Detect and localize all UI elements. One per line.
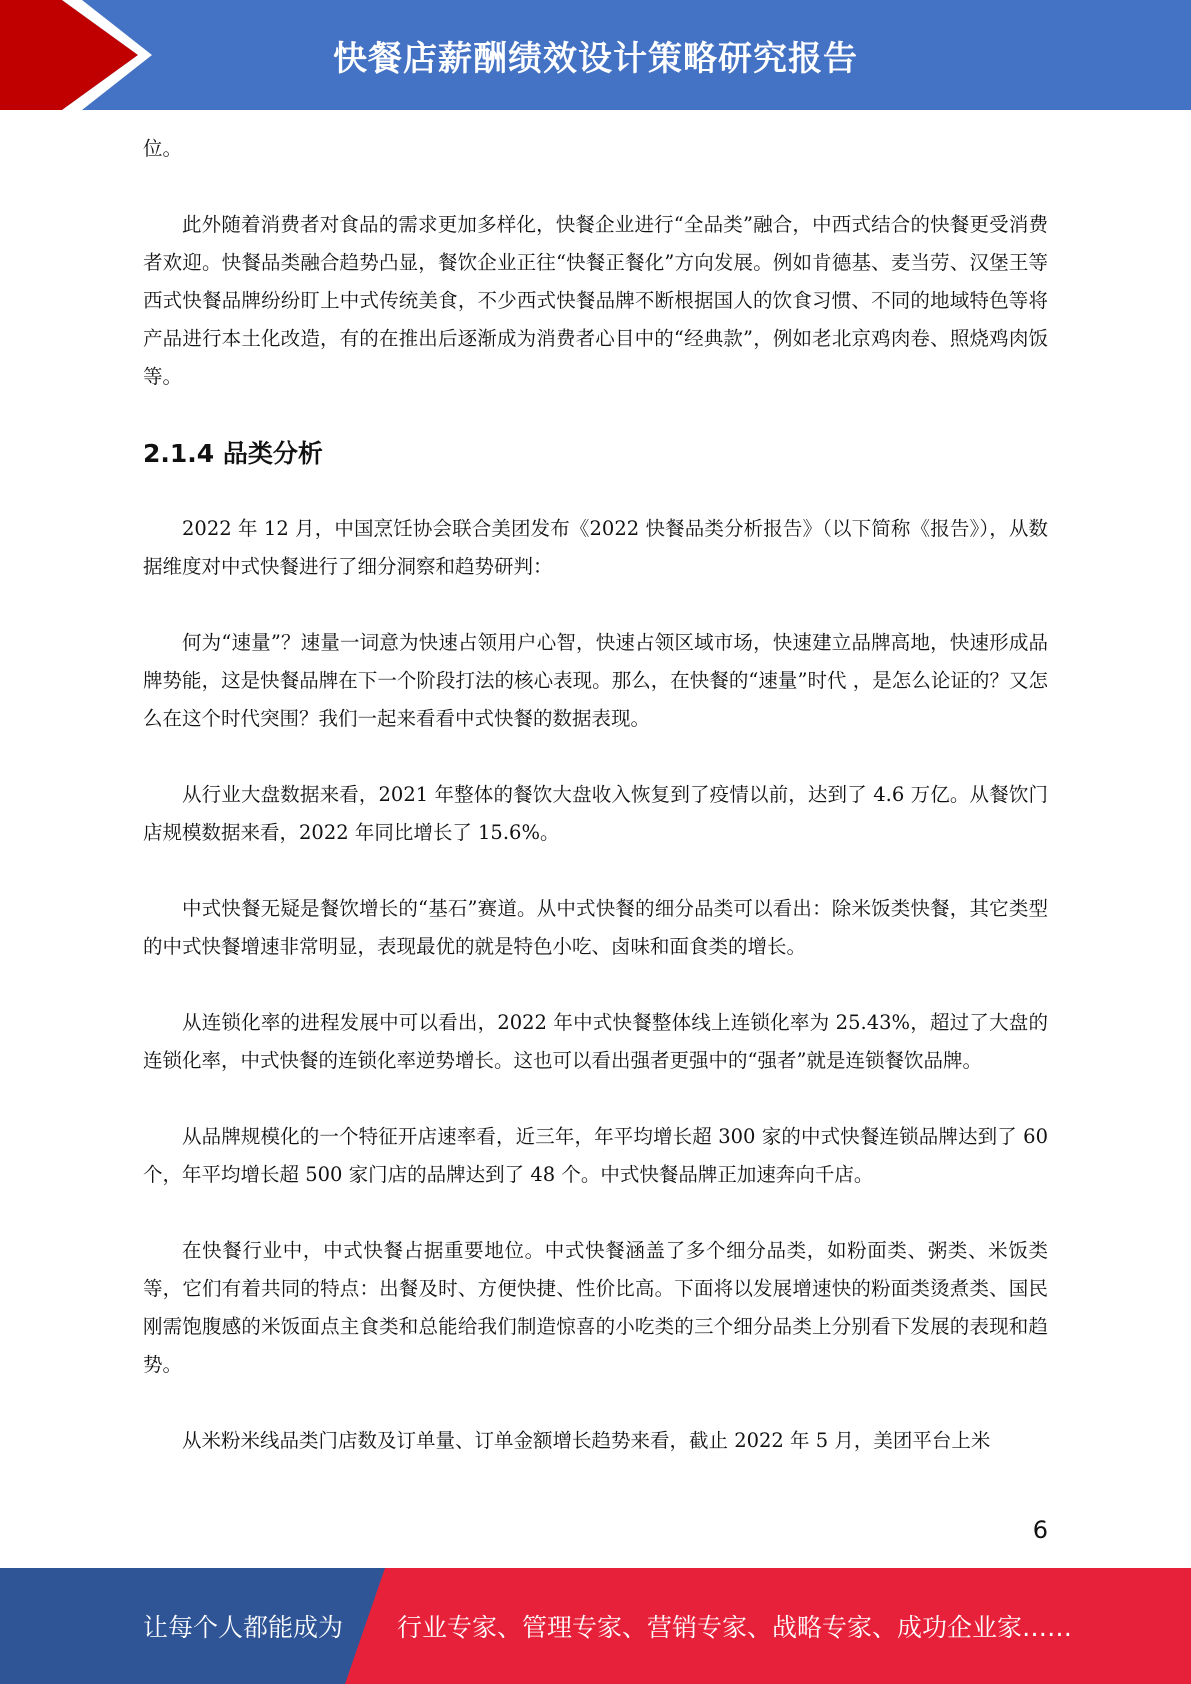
footer-slogan-left: 让每个人都能成为 <box>143 1613 344 1642</box>
page-footer <box>0 1568 1191 1684</box>
paragraph: 从品牌规模化的一个特征开店速率看，近三年，年平均增长超 300 家的中式快餐连锁品牌达到了 60 个，年平均增长超 500 家门店的品牌达到了 48 个。中式快餐品牌正加速奔向千店。 <box>143 1125 1048 1186</box>
section-heading: 2.1.4 品类分析 <box>143 439 323 468</box>
page-header <box>0 0 1191 110</box>
paragraph: 此外随着消费者对食品的需求更加多样化，快餐企业进行“全品类”融合，中西式结合的快餐更受消费者欢迎。快餐品类融合趋势凸显，餐饮企业正往“快餐正餐化”方向发展。例如肯德基、麦当劳、汉堡王等西式快餐品牌纷纷盯上中式传统美食，不少西式快餐品牌不断根据国人的饮食习惯、不同的地域特色等将产品进行本土化改造，有的在推出后逐渐成为消费者心目中的“经典款”，例如老北京鸡肉卷、照烧鸡肉饭等。 <box>143 213 1048 388</box>
paragraph: 从米粉米线品类门店数及订单量、订单金额增长趋势来看，截止 2022 年 5 月，美团平台上米 <box>182 1429 991 1452</box>
paragraph: 2022 年 12 月，中国烹饪协会联合美团发布《2022 快餐品类分析报告》（以下简称《报告》），从数据维度对中式快餐进行了细分洞察和趋势研判： <box>143 517 1048 578</box>
paragraph: 中式快餐无疑是餐饮增长的“基石”赛道。从中式快餐的细分品类可以看出：除米饭类快餐，其它类型的中式快餐增速非常明显，表现最优的就是特色小吃、卤味和面食类的增长。 <box>143 897 1048 958</box>
header-red-arrow <box>0 0 138 110</box>
paragraph: 从行业大盘数据来看，2021 年整体的餐饮大盘收入恢复到了疫情以前，达到了 4.6 万亿。从餐饮门店规模数据来看，2022 年同比增长了 15.6%。 <box>143 783 1048 844</box>
paragraph: 何为“速量”？速量一词意为快速占领用户心智，快速占领区域市场，快速建立品牌高地，快速形成品牌势能，这是快餐品牌在下一个阶段打法的核心表现。那么，在快餐的“速量”时代 ，是怎么论证的？又怎么在这个时代突围？我们一起来看看中式快餐的数据表现。 <box>143 631 1048 730</box>
document-body <box>143 130 1048 1498</box>
paragraph: 从连锁化率的进程发展中可以看出，2022 年中式快餐整体线上连锁化率为 25.43%，超过了大盘的连锁化率，中式快餐的连锁化率逆势增长。这也可以看出强者更强中的“强者”就是连锁餐饮品牌。 <box>143 1011 1048 1072</box>
footer-slogan-right: 行业专家、管理专家、营销专家、战略专家、成功企业家…… <box>397 1613 1073 1642</box>
page-number: 6 <box>1032 1516 1048 1544</box>
header-title: 快餐店薪酬绩效设计策略研究报告 <box>333 38 858 79</box>
paragraph-continuation: 位。 <box>143 137 183 160</box>
paragraph: 在快餐行业中，中式快餐占据重要地位。中式快餐涵盖了多个细分品类，如粉面类、粥类、米饭类等，它们有着共同的特点：出餐及时、方便快捷、性价比高。下面将以发展增速快的粉面类烫煮类、国民刚需饱腹感的米饭面点主食类和总能给我们制造惊喜的小吃类的三个细分品类上分别看下发展的表现和趋势。 <box>143 1239 1048 1376</box>
